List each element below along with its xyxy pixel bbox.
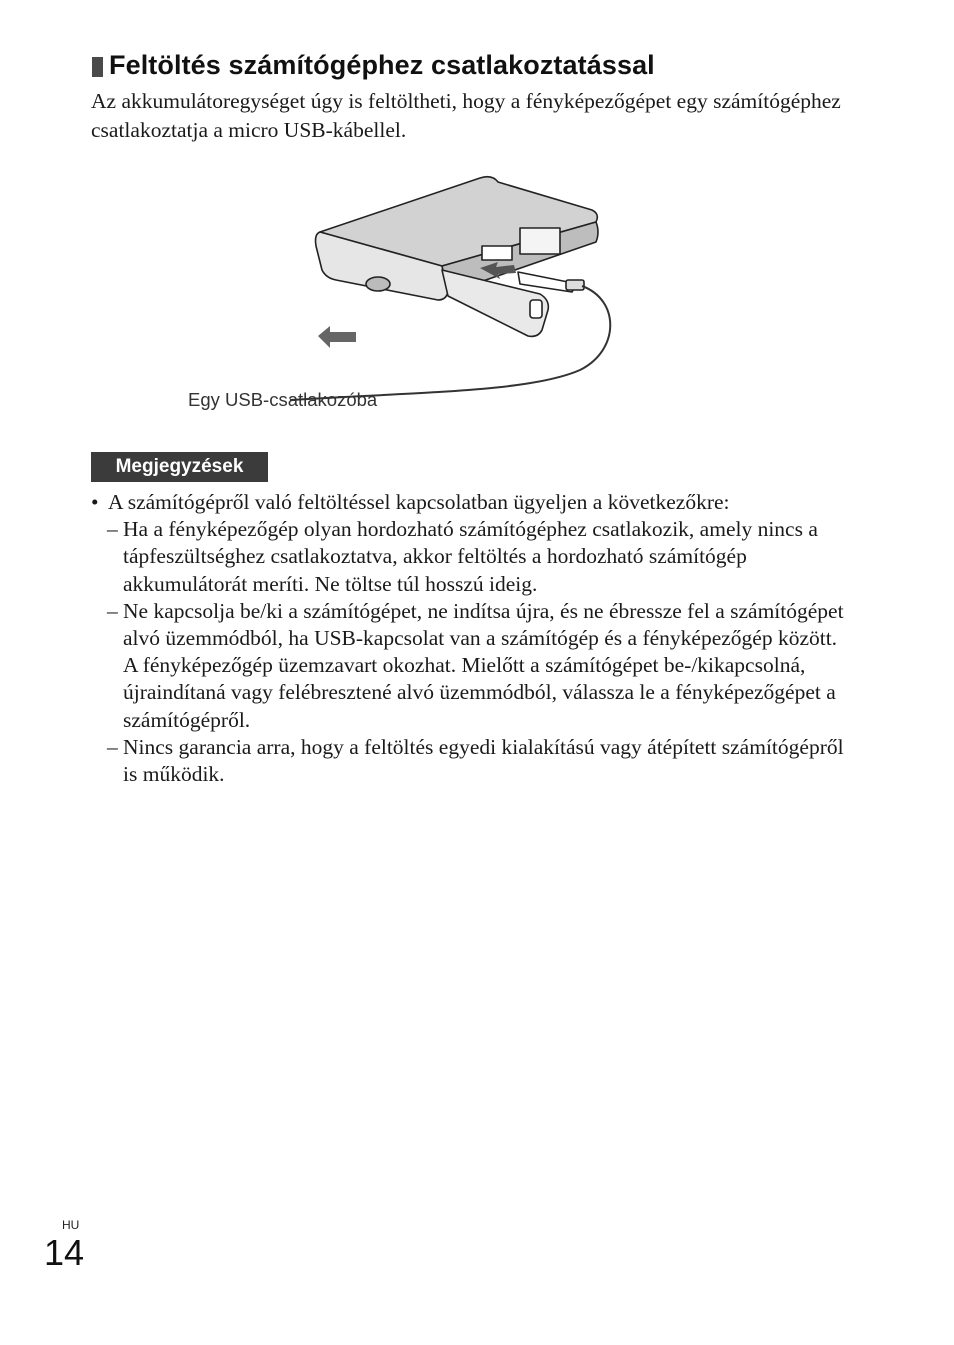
heading-marker-icon [92, 57, 103, 77]
language-code: HU [62, 1218, 80, 1232]
figure-caption: Egy USB-csatlakozóba [188, 389, 378, 410]
heading-text: Feltöltés számítógéphez csatlakoztatással [109, 50, 655, 80]
notes-subitem [91, 598, 851, 734]
notes-list [91, 489, 851, 788]
dash-icon: – [107, 517, 118, 542]
lens-ring [366, 277, 390, 291]
dash-icon: – [107, 598, 118, 623]
notes-subitem-text: Ne kapcsolja be/ki a számítógépet, ne indítsa újra, és ne ébressze fel a számítógépet alvó üzemmódból, ha USB-kapcsolat van a számítógép és a fényképezőgép között. A fényképezőgép üzemzavart okozhat. Mielőtt a számítógépet be-/kikapcsolná, újraindítaná vagy felébresztené alvó üzemmódból, válassza le a fényképezőgépet a számítógépről. [123, 598, 844, 732]
notes-bullet-text: A számítógépről való feltöltéssel kapcsolatban ügyeljen a következőkre: [108, 490, 730, 514]
notes-subitem-text: Nincs garancia arra, hogy a feltöltés egyedi kialakítású vagy átépített számítógépről is működik. [123, 734, 844, 787]
bullet-icon: • [91, 490, 99, 514]
battery-slot [520, 228, 560, 254]
usb-plug [518, 272, 573, 292]
direction-arrow-icon [318, 326, 356, 348]
cover-latch [530, 300, 542, 318]
dash-icon: – [107, 734, 118, 759]
usb-plug-grip [566, 280, 584, 290]
notes-subitem [91, 734, 851, 788]
camera-usb-illustration [180, 170, 640, 420]
usb-cable [290, 286, 610, 400]
page-number: 14 [44, 1232, 85, 1273]
section-heading [92, 50, 655, 81]
intro-paragraph: Az akkumulátoregységet úgy is feltöltheti, hogy a fényképezőgépet egy számítógéphez csatlakoztatja a micro USB-kábellel. [91, 89, 841, 142]
notes-label: Megjegyzések [91, 452, 268, 482]
notes-subitem [91, 516, 851, 598]
notes-bullet [91, 489, 851, 516]
notes-subitem-text: Ha a fényképezőgép olyan hordozható számítógéphez csatlakozik, amely nincs a tápfeszültséghez csatlakoztatva, akkor feltöltés a hordozható számítógép akkumulátorát meríti. Ne töltse túl hosszú ideig. [123, 517, 818, 596]
usb-port [482, 246, 512, 260]
